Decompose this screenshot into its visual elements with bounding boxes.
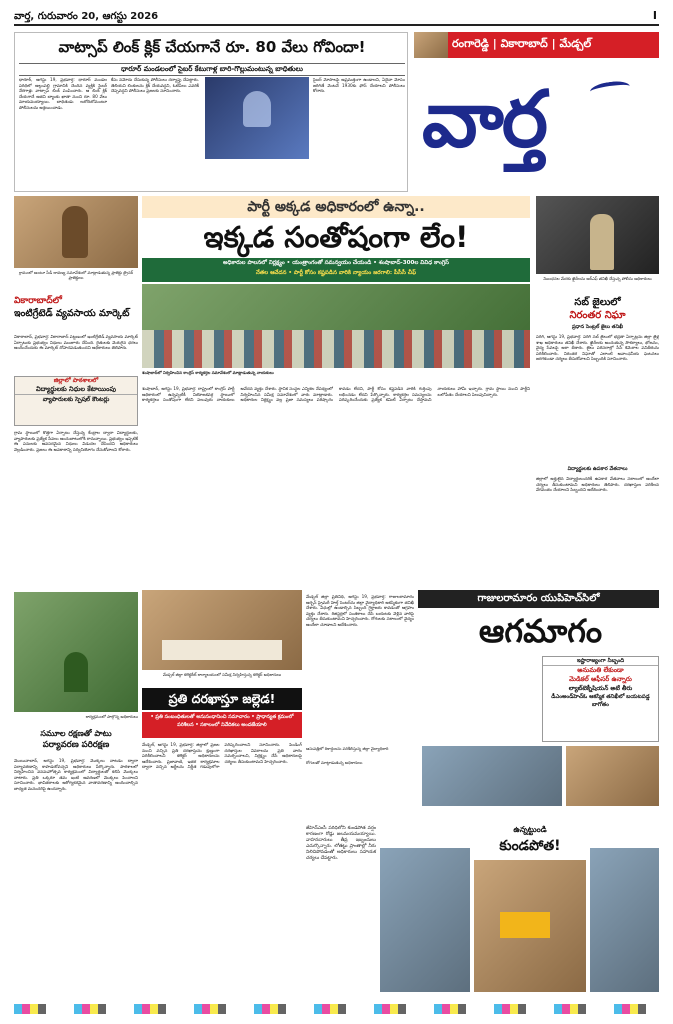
- right-sub-2: విద్యార్థులకు ఉపకార వేతనాలు: [567, 466, 628, 472]
- person-silhouette: [62, 206, 88, 258]
- uphc-box: [542, 656, 659, 742]
- excavator-icon: [500, 912, 550, 938]
- collector-photo-caption: మేడ్చల్ జిల్లా కలెక్టరేట్ కార్యాలయంలో సమీక్ష నిర్వహిస్తున్న కలెక్టర్ అధికారులు: [162, 672, 282, 677]
- collector-bullets: • ప్రతి సంబంధితులతో అనుసంధానించి సమాచారం • ప్రాధాన్యత క్రమంలో పరిశీలన • సకాలంలో నివేదికలు అందజేయాలి: [142, 712, 302, 738]
- left-story-kicker: వికారాబాద్‌లో: [14, 296, 62, 306]
- flood-photo-2: [590, 848, 659, 992]
- registration-marks: [14, 1004, 659, 1014]
- lead-headline: ఇక్కడ సంతోషంగా లేం!: [203, 220, 469, 254]
- temple-image: [414, 32, 448, 58]
- uphc-story: [306, 590, 659, 820]
- plant-icon: [64, 652, 88, 692]
- uphc-caption-1: ఆసుపత్రిలో రికార్డులను పరిశీలిస్తున్న జిల్లా వైద్యాధికారి: [306, 746, 389, 751]
- top-story-col-1: ధారూర్, ఆగస్టు 19, ప్రభవార్త: ధారూర్ మండల పరిధిలో అల్లంపల్లి గ్రామానికి చెందిన వ్యక్తికి సైబర్ నేరగాళ్లు వాట్సాప్ లింక్ పంపించారు. ఆ లింక్ క్లిక్ చేయగానే అతని బ్యాంకు ఖాతా నుంచి రూ. 80 వేలు మాయమయ్యాయి. బాధితుడు లబోదిబోమంటూ పోలీసులను ఆశ్రయించాడు.: [19, 77, 107, 110]
- lead-photo: [142, 284, 530, 368]
- lead-kicker: పార్టీ అక్కడ అధికారంలో ఉన్నా..: [247, 199, 425, 215]
- jail-headline-2: నిరంతర నిఘా: [569, 310, 626, 321]
- cyber-crime-image: [205, 77, 309, 159]
- environment-body: మొయినాబాద్, ఆగస్టు 19, ప్రభవార్త: మొక్కలు నాటడం ద్వారా పర్యావరణాన్ని కాపాడుకోవచ్చని అధికారులు పేర్కొన్నారు. పాఠశాలలో నిర్వహించిన వనమహోత్సవ కార్యక్రమంలో విద్యార్థులతో కలిసి మొక్కలు నాటారు. ప్రతి ఒక్కరూ తమ ఇంటి ఆవరణలో మొక్కలు పెంచాలని సూచించారు. భావితరాలకు ఆరోగ్యకరమైన వాతావరణాన్ని అందించాల్సిన బాధ్యత మనందరిపై ఉందన్నారు.: [14, 758, 138, 791]
- logo-bird-icon: [589, 79, 631, 98]
- flood-story: [306, 824, 659, 996]
- uphc-photo-2: [566, 746, 659, 806]
- uphc-box-line-4: డీఎంఅండ్‌హెచ్‌ఓ ఆకస్మిక తనిఖీలో బయటపడ్డ బాగోతం: [551, 694, 650, 708]
- collector-story: [142, 590, 302, 890]
- lead-photo-caption: శంషాబాద్‌లో నిర్వహించిన కాంగ్రెస్ కార్యకర్తల సమావేశంలో మాట్లాడుతున్న నాయకులు: [142, 370, 274, 375]
- jail-photo-caption: నిబంధనల మేరకు ఖైదీలను ఆర్ఎఫ్ తనిఖీ చేస్తున్న పోలీసు అధికారులు: [543, 276, 652, 281]
- lead-bullet-2: నేతల ఆవేదన • పార్టీ కోసం కష్టపడిన వారికి న్యాయం జరగాలి: పీసీసీ చీఫ్: [255, 270, 417, 276]
- flood-side-text: జీహెచ్ఎంసీ పరిధిలోని కుండపోత వర్షం కారణంగా రోడ్లు జలమయమయ్యాయి. వాహనదారులు తీవ్ర ఇబ్బందులు ఎదుర్కొన్నారు. లోతట్టు ప్రాంతాల్లో నీరు నిలిచిపోవడంతో అధికారులు సహాయక చర్యలు చేపట్టారు.: [306, 826, 376, 861]
- left-box-sub: వ్యాపారులకు స్పెషల్ కౌంటర్లు: [15, 394, 137, 404]
- jail-photo: [536, 196, 659, 274]
- logo-text: వార్త: [422, 75, 546, 165]
- district-names: రంగారెడ్డి | వికారాబాద్ | మేడ్చల్: [452, 37, 592, 50]
- top-story-subhead: ధారూర్ మండలంలో సైబర్ కేటుగాళ్ల బారి-గొల్లుమంటున్న బాధితులు: [19, 63, 405, 76]
- excavator-photo: [474, 860, 586, 992]
- uphc-photo-1: [422, 746, 562, 806]
- officer-silhouette: [590, 214, 614, 270]
- masthead-dateline: వార్త, గురువారం 20, ఆగస్టు 2026: [14, 11, 159, 22]
- desk-shape: [162, 640, 282, 660]
- left-column: [14, 196, 138, 588]
- uphc-box-line-2: మెడికల్ ఆఫీసర్ ఉన్నారు: [569, 675, 632, 683]
- page-number: I: [652, 9, 657, 22]
- left-story-headline: ఇంటిగ్రేటెడ్ వ్యవసాయ మార్కెట్: [14, 308, 130, 319]
- jail-body: పరిగి, ఆగస్టు 19, ప్రభవార్త: పరిగి సబ్ జైలులో భద్రతా ఏర్పాట్లను జిల్లా జైళ్ల శాఖ అధికారులు తనిఖీ చేశారు. ఖైదీలకు అందుతున్న సౌకర్యాలు, భోజనం, వైద్య సేవలపై ఆరా తీశారు. జైలు పరిసరాల్లో సీసీ కెమెరాల పనితీరును పరిశీలించారు. నిరంతర నిఘాతో ఎలాంటి అవాంఛనీయ ఘటనలు జరగకుండా చర్యలు తీసుకోవాలని సిబ్బందికి సూచించారు.: [536, 334, 659, 362]
- collector-photo: [142, 590, 302, 670]
- lead-story: [142, 196, 530, 584]
- logo-block: [414, 60, 659, 190]
- hacker-icon: [243, 91, 271, 127]
- meeting-photo: [14, 196, 138, 268]
- left-box: [14, 376, 138, 426]
- masthead: [14, 8, 659, 26]
- uphc-box-kicker: ఇష్టారాజ్యంగా సిబ్బంది: [543, 657, 658, 666]
- crowd-row: [142, 330, 530, 368]
- top-story-col-2: కేసు నమోదు చేసుకున్న పోలీసులు దర్యాప్తు చేపట్టారు. తెలియని లింకులను క్లిక్ చేయవద్దని, ఓటీపీలు ఎవరికీ చెప్పవద్దని పోలీసులు ప్రజలకు సూచించారు.: [111, 77, 199, 94]
- jail-headline-1: సబ్ జైలులో: [574, 297, 621, 308]
- uphc-caption-2: రోగులతో మాట్లాడుతున్న అధికారులు: [306, 760, 363, 765]
- collector-body: మేడ్చల్, ఆగస్టు 19, ప్రభవార్త: జిల్లాలో ప్రజల నుంచి వచ్చిన ప్రతి దరఖాస్తును క్షుణ్ణంగా పరిశీలించాలని కలెక్టర్ అధికారులను ఆదేశించారు. ప్రజావాణి, ఇతర కార్యక్రమాల ద్వారా వచ్చిన అర్జీలను నిర్ణీత గడువులోగా పరిష్కరించాలని సూచించారు. పెండింగ్ దరఖాస్తుల వివరాలను ప్రతి వారం సమర్పించాలని, నిర్లక్ష్యం చేసే అధికారులపై చర్యలు తీసుకుంటామని హెచ్చరించారు.: [142, 742, 302, 770]
- right-body-2: జిల్లాలో అర్హులైన విద్యార్థులందరికీ ఉపకార వేతనాలు సకాలంలో అందేలా చర్యలు తీసుకుంటామని అధికారులు తెలిపారు. దరఖాస్తుల పరిశీలన వేగవంతం చేయాలని సిబ్బందిని ఆదేశించారు.: [536, 476, 659, 493]
- collector-headline: ప్రతి దరఖాస్తూ జల్లెడ!: [168, 691, 276, 706]
- jail-subhead: ప్రధాన సెంట్రల్ జైలు తనిఖీ: [571, 324, 624, 330]
- environment-headline-2: పర్యావరణ పరిరక్షణ: [42, 740, 110, 750]
- uphc-banner: [418, 590, 659, 608]
- lead-kicker-band: [142, 196, 530, 218]
- district-banner: [414, 32, 659, 58]
- uphc-headline: ఆగమాగం: [478, 612, 603, 650]
- uphc-body: మేడ్చల్ జిల్లా ప్రతినిధి, ఆగస్టు 19, ప్రభవార్త: గాజులరామారం అర్బన్ ప్రైమరీ హెల్త్ సెంటర్‌ను జిల్లా వైద్యాధికారి ఆకస్మికంగా తనిఖీ చేశారు. విధుల్లో ఉండాల్సిన సిబ్బంది గైర్హాజరు కావడంతో ఆగ్రహం వ్యక్తం చేశారు. రిజిస్టర్లలో సంతకాలు చేసి బయటకు వెళ్లిన వారిపై చర్యలు తీసుకుంటామని హెచ్చరించారు. రోగులకు సకాలంలో వైద్యం అందేలా చూడాలని ఆదేశించారు.: [306, 594, 414, 627]
- top-story-col-3: సైబర్ మోసాలపై అప్రమత్తంగా ఉండాలని, ఏదైనా మోసం జరిగితే వెంటనే 1930కు ఫోన్ చేయాలని పోలీసులు కోరారు.: [313, 77, 405, 94]
- uphc-box-line-3: ల్యాబ్‌టెక్నీషియన్ అటే తీరు: [568, 685, 633, 692]
- right-column: [536, 196, 659, 584]
- lead-body: శంషాబాద్, ఆగస్టు 19, ప్రభవార్త: రాష్ట్రంలో కాంగ్రెస్ పార్టీ అధికారంలో ఉన్నప్పటికీ నియోజకవర్గ స్థాయిలో కార్యకర్తలు సంతోషంగా లేరని పలువురు నాయకులు ఆవేదన వ్యక్తం చేశారు. స్థానిక సంస్థల ఎన్నికల నేపథ్యంలో నిర్వహించిన సమీక్ష సమావేశంలో వారు మాట్లాడారు. అధికారుల నిర్లక్ష్యం వల్ల ప్రజా సమస్యలు పరిష్కారం కావడం లేదని, పార్టీ కోసం కష్టపడిన వారికి గుర్తింపు లభించడం లేదని పేర్కొన్నారు. కార్యకర్తల సమస్యలను పరిష్కరించేందుకు ప్రత్యేక కమిటీ ఏర్పాటు చేస్తామని నాయకులు హామీ ఇచ్చారు. గ్రామ స్థాయి నుంచి పార్టీని బలోపేతం చేయాలని పిలుపునిచ్చారు.: [142, 386, 530, 403]
- flood-photo-1: [380, 848, 470, 992]
- top-story: [14, 32, 408, 192]
- plantation-photo: [14, 592, 138, 712]
- left-box-body: గ్రామ స్థాయిలో కొత్తగా ఏర్పాటు చేస్తున్న కేంద్రాల ద్వారా విద్యార్థులకు, వ్యాపారులకు ప్రత్యేక సేవలు అందుబాటులోకి రానున్నాయి. ప్రభుత్వం ఇప్పటికే ఈ పనులకు అవసరమైన నిధులు విడుదల చేసిందని అధికారులు వెల్లడించారు. ప్రజలు ఈ అవకాశాన్ని సద్వినియోగం చేసుకోవాలని కోరారు.: [14, 430, 138, 452]
- lead-bullets: [142, 258, 530, 282]
- flood-kicker: ఉన్నట్టుండి: [513, 825, 547, 834]
- lead-bullet-1: అధికారుల పాలనలో నిర్లక్ష్యం • యంత్రాంగంతో సమన్వయం చేయండి • శంషాబాద్-300ల వివిధ కాంగ్రెస్: [223, 260, 449, 266]
- environment-story: [14, 592, 138, 892]
- collector-headline-band: [142, 688, 302, 710]
- plantation-caption: కార్యక్రమంలో పాల్గొన్న అధికారులు: [85, 714, 138, 719]
- left-story-body: వికారాబాద్, ప్రభవార్త: వికారాబాద్ పట్టణంలో ఇంటిగ్రేటెడ్ వ్యవసాయ మార్కెట్ ఏర్పాటుకు ప్రభుత్వం నిధులు మంజూరు చేసింది. రైతులకు మెరుగైన ధరలు అందించేందుకు ఈ మార్కెట్ దోహదపడుతుందని అధికారులు తెలిపారు.: [14, 334, 138, 351]
- uphc-box-line-1: అనుమతి లేకుండా: [577, 666, 624, 674]
- left-box-headline: విద్యార్థులకు నిధుల కేటాయింపు: [36, 385, 116, 393]
- top-story-headline: వాట్సాప్ లింక్ క్లిక్ చేయగానే రూ. 80 వేలు గోవిందా!: [58, 38, 366, 56]
- uphc-banner-text: గాజులరామారం యుపిహెచ్‌సిలో: [477, 593, 600, 604]
- flood-headline: కుండపోత!: [499, 838, 561, 854]
- left-box-kicker: జిల్లాలో పాఠశాలలో: [53, 377, 99, 384]
- left-photo-caption: గ్రామంలో అంటూ సీడీ లావణ్య సమావేశంలో మాట్లాడుతున్న ప్రాజెక్టు ట్రైనర్ ప్రాజెక్టులు: [18, 270, 134, 280]
- environment-headline-1: సమూల రక్షణతో పాటు: [40, 729, 112, 738]
- environment-headline-band: [14, 728, 138, 754]
